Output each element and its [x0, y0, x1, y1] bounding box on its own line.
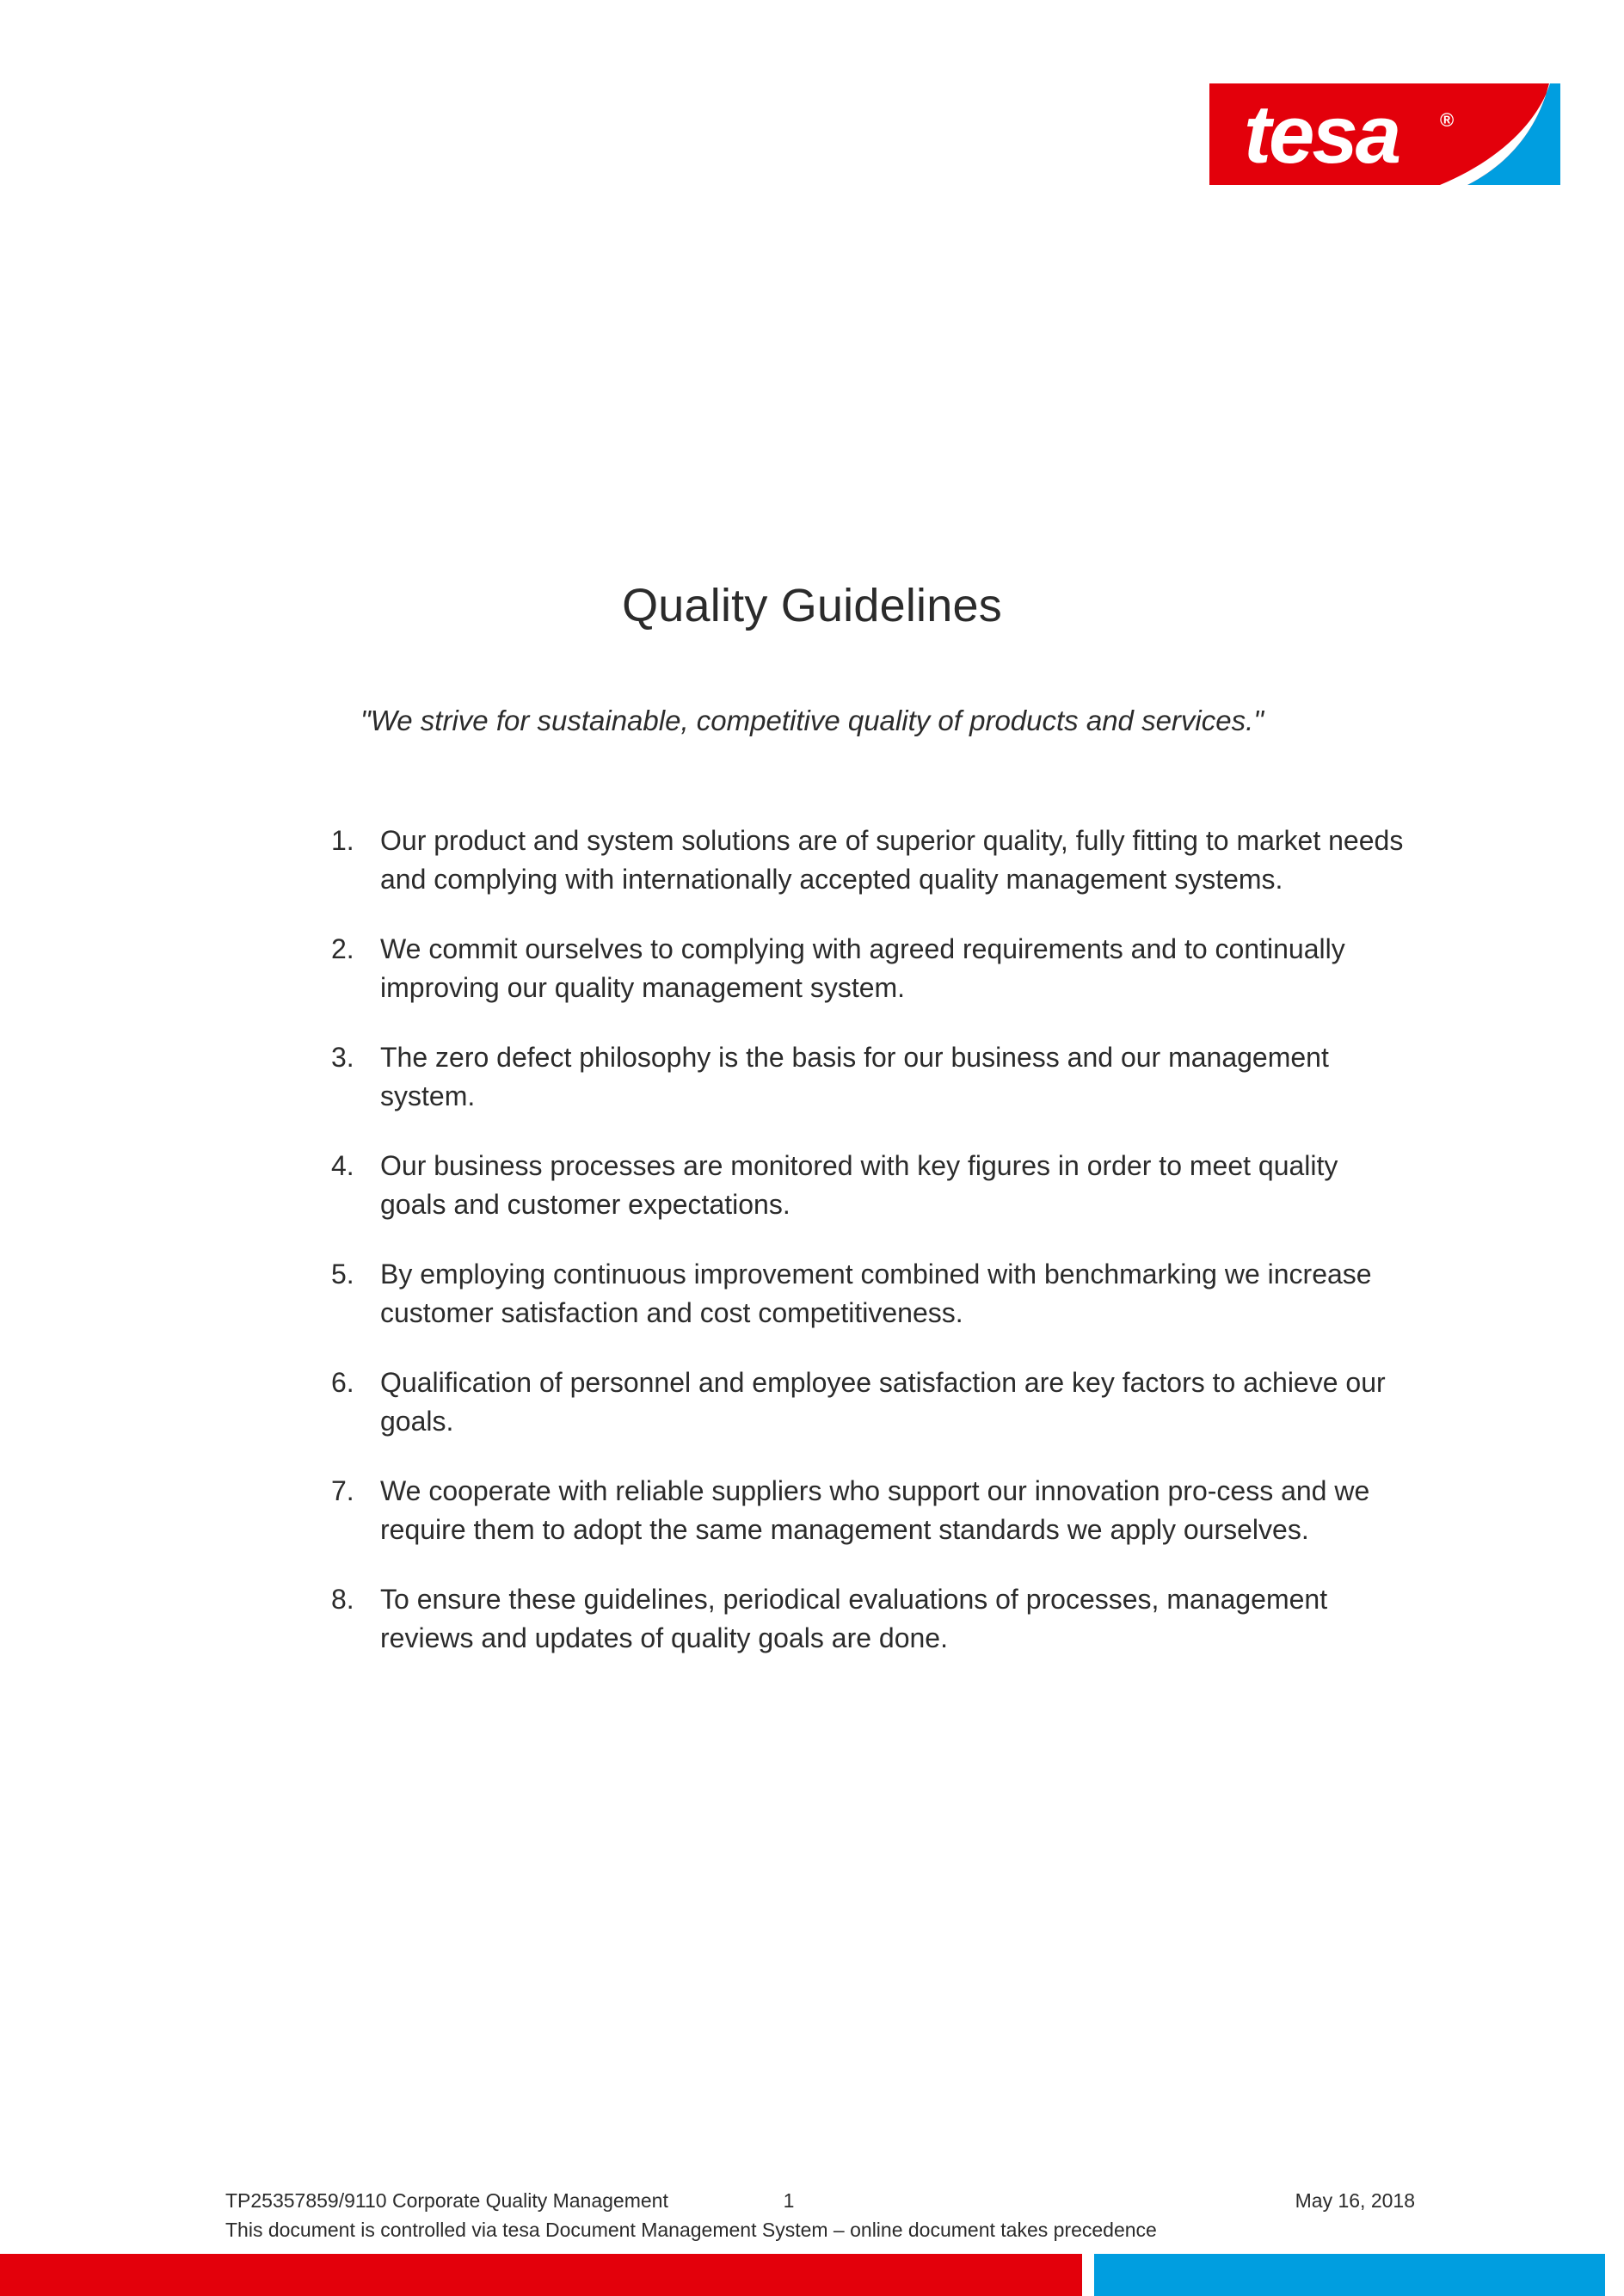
list-item-number: 6. — [331, 1367, 354, 1398]
list-item — [331, 1472, 1411, 1549]
guidelines-list — [331, 822, 1411, 1658]
list-item — [331, 930, 1411, 1007]
footer-page-number: 1 — [783, 2189, 795, 2212]
list-item — [331, 1147, 1411, 1224]
tesa-logo-icon — [1209, 83, 1560, 185]
list-item-text: The zero defect philosophy is the basis for our business and our management system. — [380, 1042, 1329, 1111]
list-item-text: We cooperate with reliable suppliers who support our innovation pro-cess and we require them to adopt the same management standards we apply ourselves. — [380, 1475, 1370, 1545]
list-item-text: Qualification of personnel and employee satisfaction are key factors to achieve our goals. — [380, 1367, 1386, 1437]
page-footer — [225, 2188, 1415, 2244]
footer-bar-red — [0, 2254, 1082, 2296]
list-item — [331, 1255, 1411, 1333]
list-item-number: 2. — [331, 933, 354, 964]
footer-document-id: TP25357859/9110 Corporate Quality Management — [225, 2189, 668, 2212]
list-item-number: 3. — [331, 1042, 354, 1073]
list-item — [331, 1363, 1411, 1441]
footer-brand-bar — [0, 2254, 1624, 2296]
list-item — [331, 822, 1411, 899]
list-item-number: 4. — [331, 1150, 354, 1181]
list-item-number: 8. — [331, 1584, 354, 1615]
svg-text:®: ® — [1440, 109, 1455, 131]
list-item-text: Our business processes are monitored with key figures in order to meet quality goals and customer expectations. — [380, 1150, 1338, 1220]
list-item-text: We commit ourselves to complying with agreed requirements and to continually improving our quality management system. — [380, 933, 1345, 1003]
list-item-number: 7. — [331, 1475, 354, 1506]
list-item-text: Our product and system solutions are of superior quality, fully fitting to market needs and complying with internationally accepted quality management systems. — [380, 825, 1404, 895]
list-item-text: To ensure these guidelines, periodical evaluations of processes, management reviews and updates of quality goals are done. — [380, 1584, 1328, 1653]
footer-bar-blue — [1094, 2254, 1605, 2296]
tesa-logo — [1209, 83, 1560, 185]
footer-date: May 16, 2018 — [1295, 2189, 1415, 2212]
list-item-number: 5. — [331, 1259, 354, 1290]
footer-primary-row — [225, 2188, 1415, 2214]
page-title: Quality Guidelines — [622, 580, 1002, 632]
list-item-text: By employing continuous improvement combined with benchmarking we increase customer satisfaction and cost competitiveness. — [380, 1259, 1372, 1328]
footer-control-notice: This document is controlled via tesa Document Management System – online document takes precedence — [225, 2219, 1157, 2241]
list-item-number: 1. — [331, 825, 354, 856]
list-item — [331, 1038, 1411, 1116]
mission-statement: "We strive for sustainable, competitive quality of products and services." — [360, 705, 1264, 736]
svg-text:tesa: tesa — [1244, 89, 1399, 181]
list-item — [331, 1580, 1411, 1658]
